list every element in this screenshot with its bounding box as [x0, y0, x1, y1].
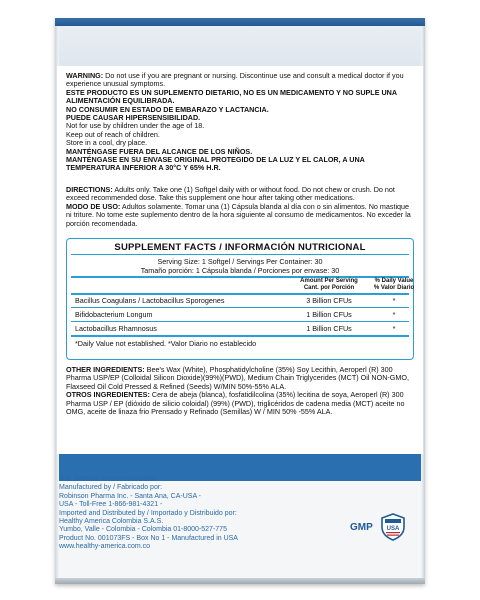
directions-es: MODO DE USO: Adultos solamente. Tomar una (1) Cápsula blanda al día con o sin alimentos. No mastique ni triture. No tome este suplemento dentro de la hora siguiente al consumo de medicamentos. No exceder la porción recomendada. — [66, 201, 411, 228]
usa-badge-text: USA — [386, 526, 400, 532]
warning-prefix: WARNING: — [66, 71, 104, 80]
importer-name-line: Healthy America Colombia S.A.S. — [59, 518, 164, 526]
ingredient-dv: * — [392, 324, 396, 333]
usa-shield-icon — [380, 513, 406, 541]
supplement-facts-panel — [66, 238, 414, 360]
warning-line: Store in a cool, dry place. — [66, 138, 148, 148]
ingredient-amount: 1 Billion CFUs — [306, 324, 352, 333]
box-top-edge — [55, 18, 425, 26]
facts-rule-thick — [71, 293, 409, 295]
box-bottom-edge — [55, 578, 425, 584]
tollfree-line: USA - Toll-Free 1-866-981-4321 - — [59, 501, 163, 509]
manufactured-by-line: Manufactured by / Fabricado por: — [59, 484, 163, 492]
col-header-amount: Amount Per Serving Cant. por Porción — [300, 278, 358, 291]
ingredient-amount: 1 Billion CFUs — [306, 310, 352, 319]
serving-size-en: Serving Size: 1 Softgel / Servings Per Container: 30 — [157, 257, 323, 266]
row-rule — [71, 307, 409, 308]
manufacturer-line: Robinson Pharma Inc. - Santa Ana, CA-USA - — [59, 492, 202, 500]
product-number-line: Product No. 001073FS - Box No 1 - Manufactured in USA — [59, 534, 238, 542]
warning-line: Not for use by children under the age of 18. — [66, 121, 205, 131]
other-ingredients-block — [66, 366, 414, 416]
facts-footnote: *Daily Value not established. *Valor Diario no establecido — [75, 339, 257, 348]
ingredient-name: Lactobacillus Rhamnosus — [75, 324, 157, 333]
invima-line: R.S. INVIMA: SD2023-0004692 — [59, 476, 158, 483]
ingredient-name: Bacillus Coagulans / Lactobacillus Sporogenes — [75, 296, 225, 305]
certification-badges — [350, 513, 410, 543]
importer-address-line: Yumbo, Valle - Colombia - Colombia 01-8000-527-775 — [59, 526, 227, 534]
warning-line: NO CONSUMIR EN ESTADO DE EMBARAZO Y LACTANCIA. — [66, 104, 269, 114]
row-rule — [71, 321, 409, 322]
website-line: www.healthy-america.com.co — [59, 543, 151, 551]
ingredient-dv: * — [392, 310, 396, 319]
ingredient-amount: 3 Billion CFUs — [306, 296, 352, 305]
warning-line: WARNING: Do not use if you are pregnant or nursing. Discontinue use and consult a medical doctor if you experience unusual symptoms. — [66, 71, 404, 89]
warning-line: MANTÉNGASE FUERA DEL ALCANCE DE LOS NIÑOS. — [66, 146, 253, 156]
facts-rule-thick — [71, 335, 409, 337]
gmp-badge: GMP — [350, 522, 373, 533]
warning-line: ESTE PRODUCTO ES UN SUPLEMENTO DIETARIO, NO ES UN MEDICAMENTO Y NO SUPLE UNA ALIMENTACIÓN EQUILIBRADA. — [66, 87, 397, 106]
other-ingredients-es: OTROS INGREDIENTES: Cera de abeja (blanca), fosfatidilcolina (35%) lecitina de soya, Aeroperl (R) 300 Pharma USP / EP (dióxido de silicio coloidal) (99%) (PWD), triglicéridos de cadena media (MCT) aceite no OMG, aceite de linaza frio Prensado y Refinado (Semillas) W / MIN 50% -55% ALA. — [66, 390, 405, 417]
directions-block — [66, 186, 414, 228]
directions-en: DIRECTIONS: Adults only. Take one (1) Softgel daily with or without food. Do not chew or crush. Do not exceed recommended dose. Take this supplement one hour after taking other medications. — [66, 185, 395, 203]
facts-rule — [71, 254, 409, 255]
serving-size-es: Tamaño porción: 1 Cápsula blanda / Porciones por envase: 30 — [140, 266, 340, 275]
warning-line: MANTÉNGASE EN SU ENVASE ORIGINAL PROTEGIDO DE LA LUZ Y EL CALOR, A UNA TEMPERATURA INFERIOR A 30°C Y 65% H.R. — [66, 155, 365, 173]
other-ingredients-en: OTHER INGREDIENTS: Bee's Wax (White), Phosphatidylcholine (35%) Soy Lecithin, Aeroperl (R) 300 Pharma USP/EP (Colloidal Silicon Dioxide)(99%)(PWD), Medium Chain Triglycerides (MCT) Oil NON-GMO, Flaxseed Oil Cold Pressed & Refined (Seeds) W/MIN 50%-55% ALA. — [66, 365, 409, 391]
warning-line: PUEDE CAUSAR HIPERSENSIBILIDAD. — [66, 113, 201, 123]
warnings-block — [66, 72, 414, 173]
importer-label-line: Imported and Distributed by / Importado y Distribuido por: — [59, 509, 237, 517]
warning-line: Keep out of reach of children. — [66, 129, 160, 139]
ingredient-name: Bifidobacterium Longum — [75, 310, 153, 319]
facts-title: SUPPLEMENT FACTS / INFORMACIÓN NUTRICIONAL — [114, 242, 366, 253]
ingredient-dv: * — [392, 296, 396, 305]
col-header-dv: % Daily Value % Valor Diario — [373, 278, 415, 291]
